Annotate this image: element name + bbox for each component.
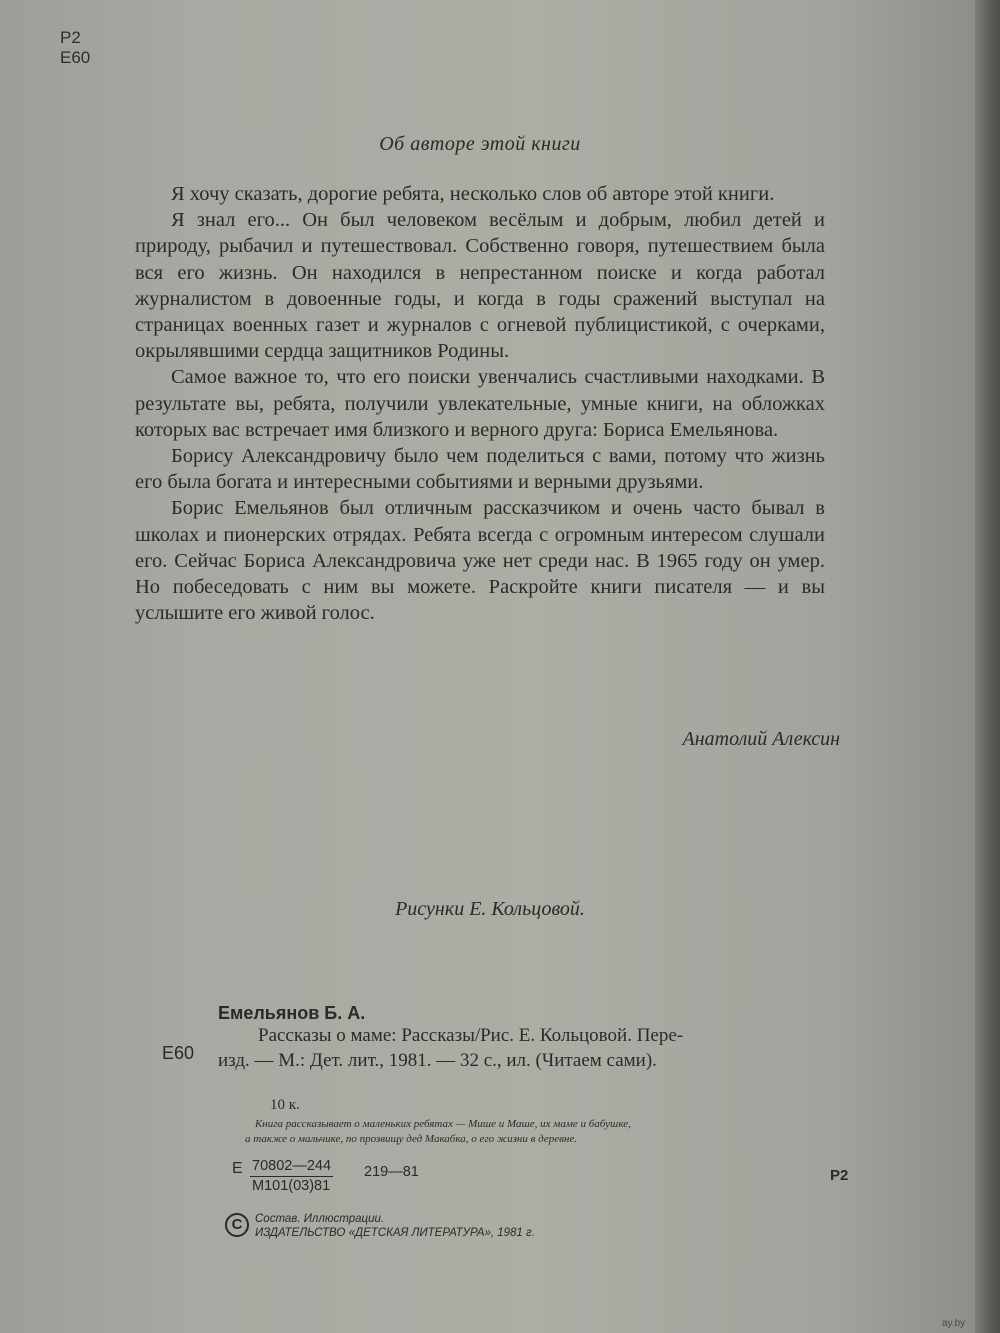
paragraph-5: Борис Емельянов был отличным рассказчиком и очень часто бывал в школах и пионерских отрядах. Ребята всегда с огромным интересом слушали его. Сейчас Бориса Александровича уже нет среди нас. В 1965 году он умер. Но побеседовать с ним вы можете. Раскройте книги писателя — и вы услышите его живой голос. [135,497,825,625]
copyright-line-2: ИЗДАТЕЛЬСТВО «ДЕТСКАЯ ЛИТЕРАТУРА», 1981 г. [255,1227,535,1239]
paragraph-3: Самое важное то, что его поиски увенчались счастливыми находками. В результате вы, ребята, получили увлекательные, умные книги, на обложках которых вас встречает имя близкого и верного друга: Бориса Емельянова. [135,366,825,441]
paragraph-2: Я знал его... Он был человеком весёлым и добрым, любил детей и природу, рыбачил и путешествовал. Собственно говоря, путешествием была вся его жизнь. Он находился в непрестанном поиске и когда работал журналистом в довоенные годы, и когда в годы сражений выступал на страницах военных газет и журналов с огневой публицистикой, с очерками, окрылявшими сердца защитников Родины. [135,209,825,363]
classification-code [60,28,90,68]
paragraph-1: Я хочу сказать, дорогие ребята, несколько слов об авторе этой книги. [171,183,775,205]
classification-line-1: Р2 [60,28,81,47]
page-edge-shadow [975,0,1000,1333]
bibliographic-index-right: Р2 [830,1167,849,1184]
catalog-code-numerator: 70802—244 [250,1157,333,1177]
copyright-notice [255,1212,535,1240]
bibliographic-index: Е60 [162,1043,195,1063]
classification-line-2: Е60 [60,48,91,67]
catalog-code-denominator: М101(03)81 [252,1178,331,1194]
watermark: ay.by [942,1318,966,1329]
bibliographic-description [218,1023,838,1073]
annotation-line-2: а также о мальчике, по прозвищу дед Макабка, о его жизни в деревне. [245,1133,577,1145]
foreword-text [135,181,825,626]
print-run: 10 к. [270,1097,300,1113]
page-heading: Об авторе этой книги [379,133,581,155]
annotation-line-1: Книга рассказывает о маленьких ребятах — Мише и Маше, их маме и бабушке, [255,1118,631,1130]
foreword-signature: Анатолий Алексин [682,728,840,750]
catalog-code-suffix: 219—81 [364,1164,419,1180]
copyright-line-1: Состав. Иллюстрации. [255,1213,385,1225]
paragraph-4: Борису Александровичу было чем поделиться с вами, потому что жизнь его была богата и интересными событиями и верными друзьями. [135,445,825,494]
catalog-code-fraction [250,1157,333,1196]
bibliographic-author: Емельянов Б. А. [218,1003,366,1023]
book-annotation [245,1117,845,1147]
biblio-line-1: Рассказы о маме: Рассказы/Рис. Е. Кольцовой. Пере- [258,1025,684,1046]
illustrator-credit: Рисунки Е. Кольцовой. [395,898,585,920]
copyright-icon: C [225,1213,249,1237]
biblio-line-2: изд. — М.: Дет. лит., 1981. — 32 с., ил. (Читаем сами). [218,1050,657,1071]
catalog-code-letter: Е [232,1160,243,1177]
